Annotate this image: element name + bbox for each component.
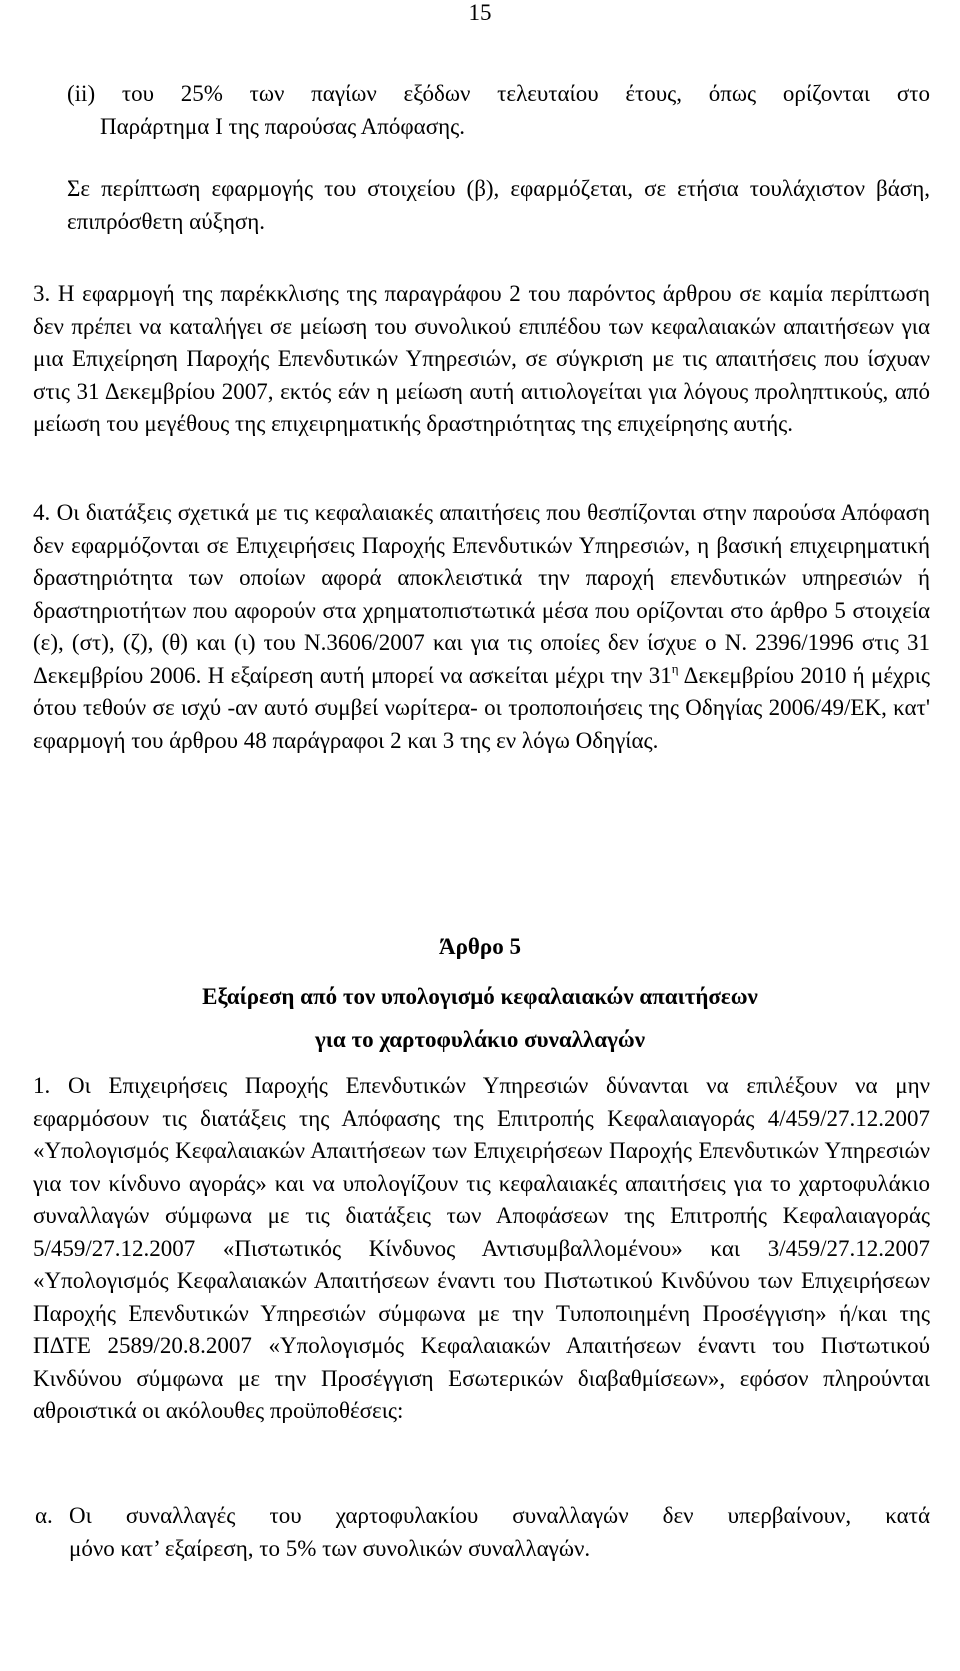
article-number: Άρθρο 5 — [439, 934, 521, 959]
page-number: 15 — [468, 0, 492, 25]
paragraph-3: 3. Η εφαρμογή της παρέκκλισης της παραγράφου 2 του παρόντος άρθρου σε καμία περίπτωση δεν πρέπει να καταλήγει σε μείωση του συνολικού επιπέδου των κεφαλαιακών απαιτήσεων για μια Επιχείρηση Παροχής Επενδυτικών Υπηρεσιών, σε σύγκριση με τις απαιτήσεις που ίσχυαν στις 31 Δεκεμβρίου 2007, εκτός εάν η μείωση αυτή αιτιολογείται για λόγους προληπτικούς, από μείωση του μεγέθους της επιχειρηματικής δραστηριότητας της επιχείρησης αυτής. — [33, 281, 930, 436]
paragraph-4-text: 4. Οι διατάξεις σχετικά με τις κεφαλαιακές απαιτήσεις που θεσπίζονται στην παρούσα Απόφαση δεν εφαρμόζονται σε Επιχειρήσεις Παροχής Επενδυτικών Υπηρεσιών, η βασική επιχειρηματική δραστηριότητα των οποίων αφορά αποκλειστικά την παροχή επενδυτικών υπηρεσιών ή δραστηριοτήτων που αφορούν στα χρηματοπιστωτικά μέσα που ορίζονται στο άρθρο 5 στοιχεία (ε), (στ), (ζ), (θ) και (ι) του Ν.3606/2007 και για τις οποίες δεν ίσχυε ο Ν. 2396/1996 στις 31 Δεκεμβρίου 2006. Η εξαίρεση αυτή μπορεί να ασκείται μέχρι την 31 — [33, 500, 930, 688]
article-title-line-2: για το χαρτοφυλάκιο συναλλαγών — [315, 1027, 645, 1052]
paragraph-b-note: Σε περίπτωση εφαρμογής του στοιχείου (β), εφαρμόζεται, σε ετήσια τουλάχιστον βάση, επιπρόσθετη αύξηση. — [67, 176, 930, 234]
item-ii-line-2: Παράρτημα Ι της παρούσας Απόφασης. — [100, 113, 466, 139]
item-ii-line-1: (ii) του 25% των παγίων εξόδων τελευταίου έτους, όπως ορίζονται στο — [67, 81, 930, 106]
list-item-a-label: α. — [35, 1503, 53, 1528]
list-item-a-line-2: μόνο κατ’ εξαίρεση, το 5% των συνολικών συναλλαγών. — [69, 1535, 591, 1561]
list-item-a-line-1: Οι συναλλαγές του χαρτοφυλακίου συναλλαγών δεν υπερβαίνουν, κατά — [69, 1503, 930, 1528]
ordinal-superscript: η — [671, 660, 679, 676]
list-item-a — [35, 1500, 930, 1565]
article-5-paragraph-1: 1. Οι Επιχειρήσεις Παροχής Επενδυτικών Υπηρεσιών δύνανται να επιλέξουν να μην εφαρμόσουν τις διατάξεις της Απόφασης της Επιτροπής Κεφαλαιαγοράς 4/459/27.12.2007 «Υπολογισμός Κεφαλαιακών Απαιτήσεων των Επιχειρήσεων Παροχής Επενδυτικών Υπηρεσιών για τον κίνδυνο αγοράς» και να υπολογίζουν τις κεφαλαιακές απαιτήσεις για το χαρτοφυλάκιο συναλλαγών σύμφωνα με τις διατάξεις των Αποφάσεων της Επιτροπής Κεφαλαιαγοράς 5/459/27.12.2007 «Πιστωτικός Κίνδυνος Αντισυμβαλλομένου» και 3/459/27.12.2007 «Υπολογισμός Κεφαλαιακών Απαιτήσεων έναντι του Πιστωτικού Κινδύνου των Επιχειρήσεων Παροχής Επενδυτικών Υπηρεσιών σύμφωνα με την Τυποποιημένη Προσέγγιση» ή/και της ΠΔΤΕ 2589/20.8.2007 «Υπολογισμός Κεφαλαιακών Απαιτήσεων έναντι του Πιστωτικού Κινδύνου σύμφωνα με την Προσέγγιση Εσωτερικών διαβαθμίσεων», εφόσον πληρούνται αθροιστικά οι ακόλουθες προϋποθέσεις: — [33, 1073, 930, 1423]
list-item-a-row — [35, 1500, 930, 1565]
item-ii — [33, 78, 930, 143]
list-item-a-body — [69, 1500, 930, 1565]
article-title-line-1: Εξαίρεση από τον υπολογισμό κεφαλαιακών απαιτήσεων — [202, 984, 758, 1009]
paragraph-4-text-cont: Δεκεμβρίου 2010 ή μέχρις ότου τεθούν σε ισχύ -αν αυτό συμβεί νωρίτερα- οι τροποποιήσεις της Οδηγίας 2006/49/ΕΚ, κατ' εφαρμογή του άρθρου 48 παράγραφοι 2 και 3 της εν λόγω Οδηγίας. — [33, 662, 931, 753]
paragraph-4 — [33, 497, 930, 757]
